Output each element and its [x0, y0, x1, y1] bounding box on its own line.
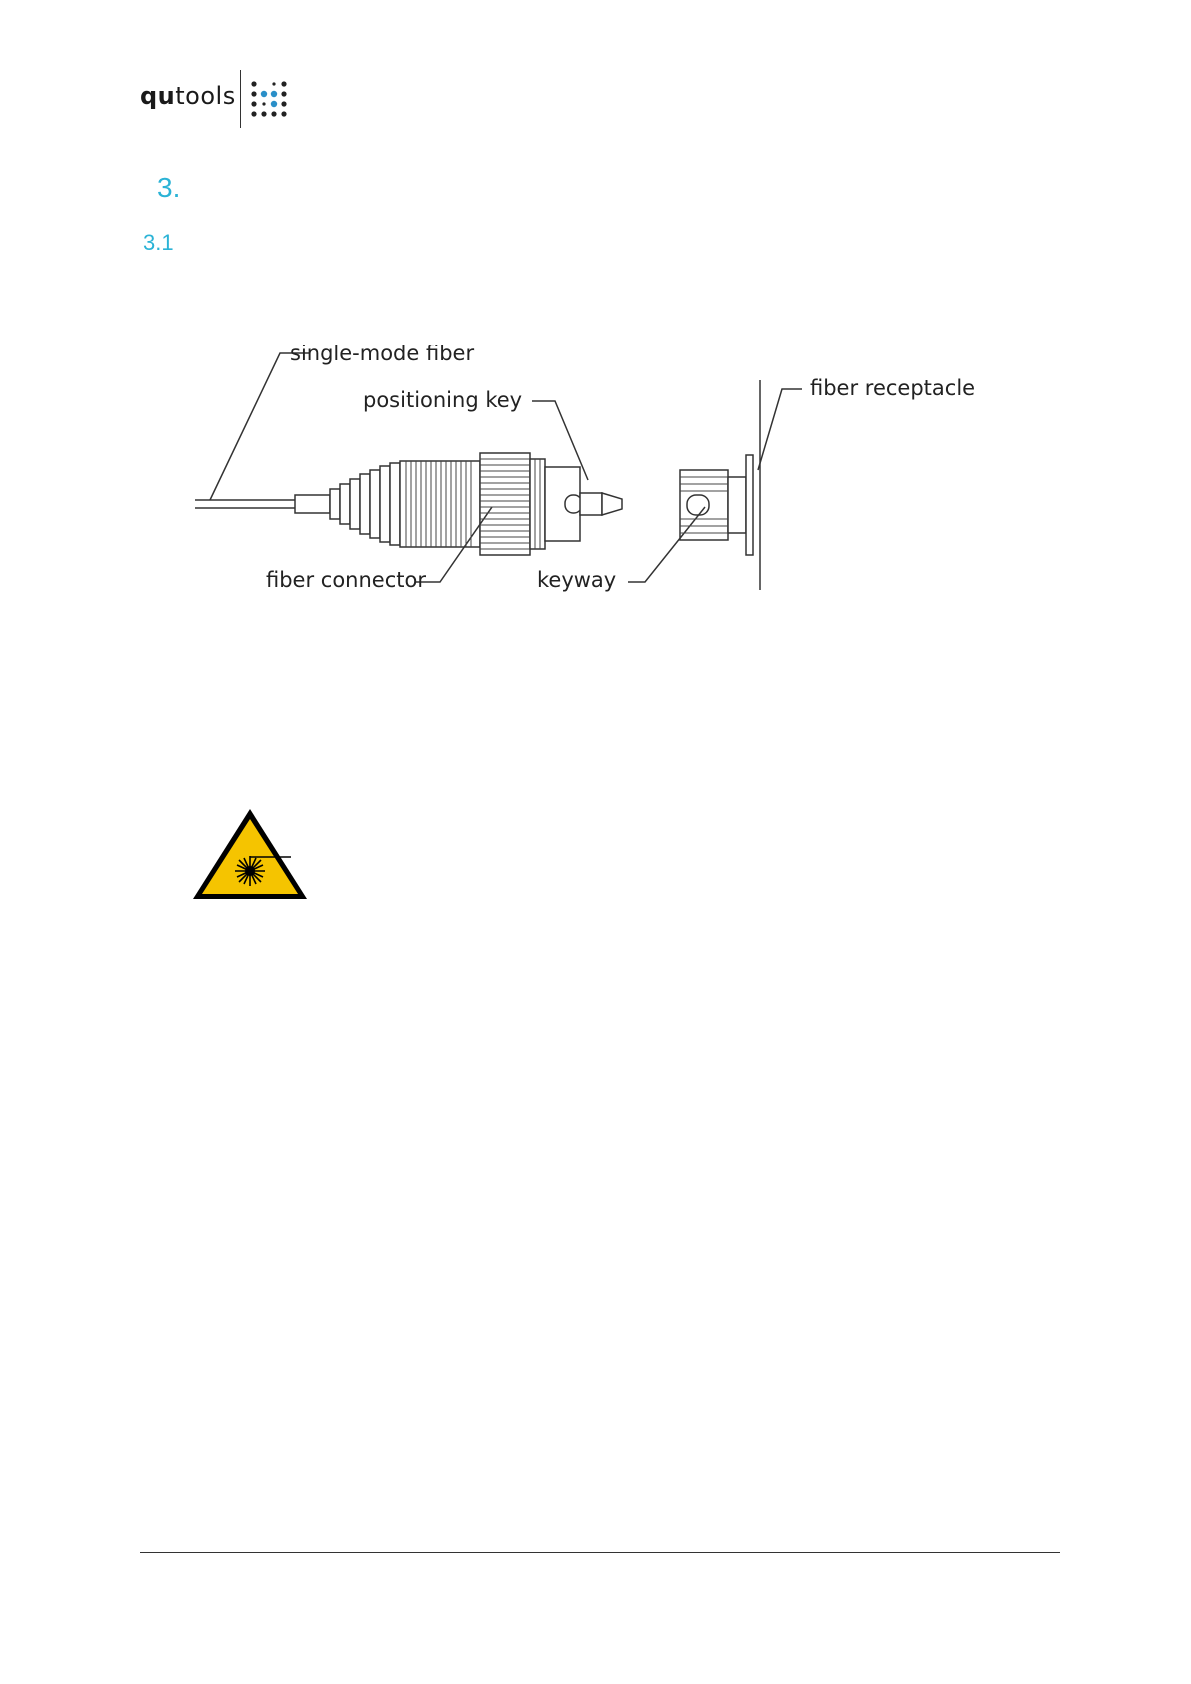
logo-text-light: tools — [175, 82, 236, 110]
label-fiber-receptacle: fiber receptacle — [810, 376, 976, 400]
dot-grid-icon — [250, 80, 290, 118]
label-fiber-connector: fiber connector — [266, 568, 426, 592]
label-positioning-key: positioning key — [363, 388, 523, 412]
logo-text-bold: qu — [140, 82, 176, 110]
label-keyway: keyway — [537, 568, 617, 592]
footer-divider — [140, 1552, 1060, 1553]
fiber-connector-diagram — [190, 345, 1020, 620]
qutools-logo — [140, 70, 310, 128]
logo-divider — [240, 70, 241, 128]
label-single-mode-fiber: single-mode fiber — [290, 345, 475, 365]
logo-wordmark — [140, 82, 236, 110]
subsection-heading-number: 3.1 — [143, 230, 174, 255]
section-heading-number: 3. — [157, 172, 181, 203]
laser-warning-icon — [191, 807, 309, 901]
